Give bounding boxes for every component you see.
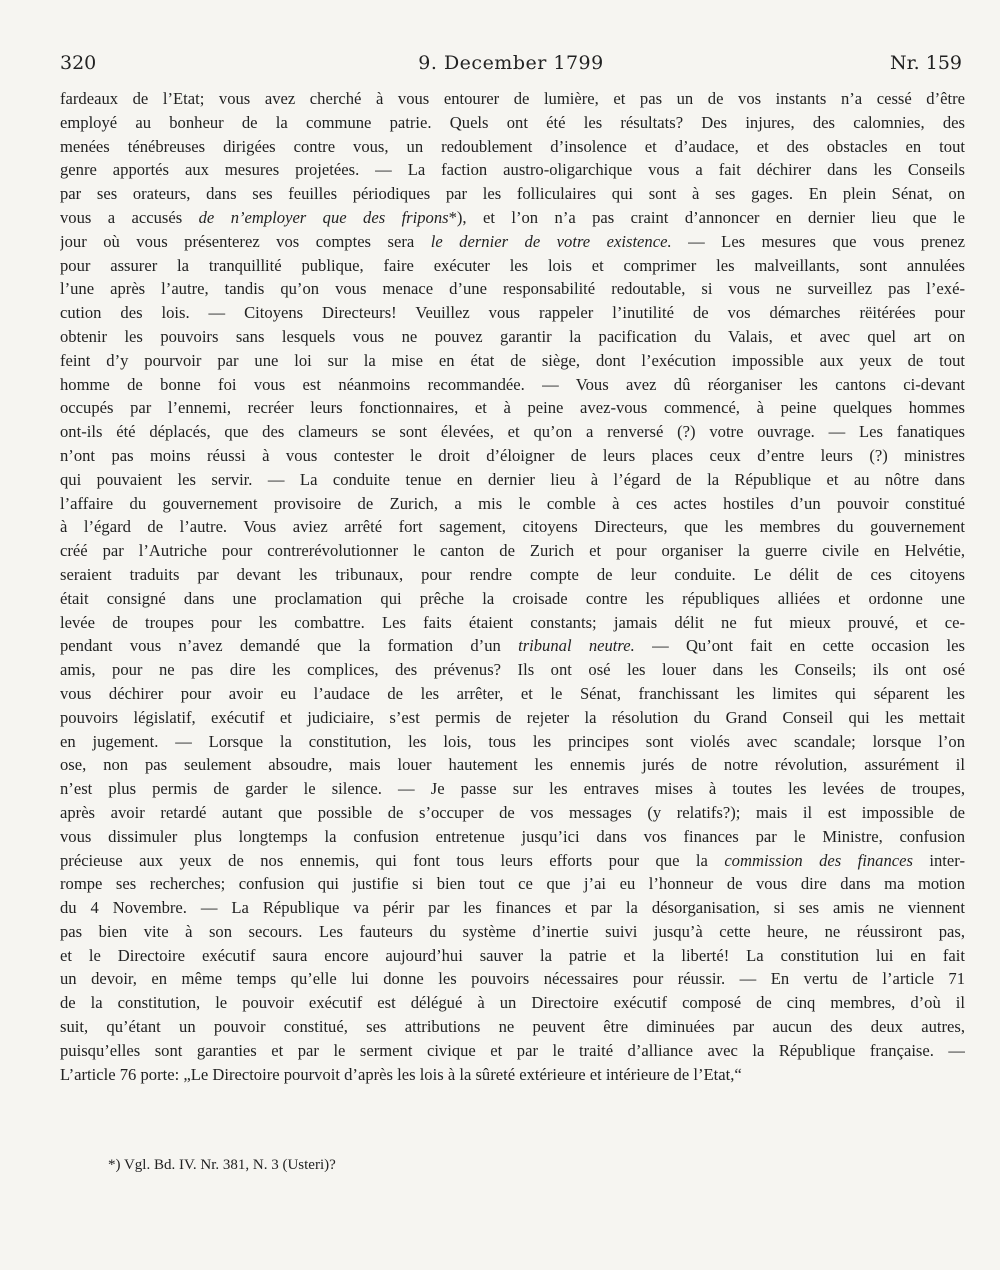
text-line: fardeaux de l’Etat; vous avez cherché à vous entourer de lumière, et pas un de vos instants n’a cessé d’être bbox=[60, 89, 965, 108]
text-line: précieuse aux yeux de nos ennemis, qui font tous leurs efforts pour que la commission des finances inter- bbox=[60, 850, 965, 870]
text-line: n’ont pas moins réussi à vous contester le droit d’éloigner de leurs places ceux d’entre leurs (?) ministres bbox=[60, 445, 965, 465]
text-line: cution des lois. — Citoyens Directeurs! Veuillez vous rappeler l’inutilité de vos démarches rëitérées pour bbox=[60, 303, 965, 323]
text-line: qui pouvaient les servir. — La conduite tenue en dernier lieu à l’égard de la République et au nôtre dans bbox=[60, 469, 965, 489]
italic-phrase: commission des finances bbox=[724, 850, 913, 870]
text-line: obtenir les pouvoirs sans lesquels vous ne pouvez garantir la pacification du Valais, et avec quel art on bbox=[60, 326, 965, 346]
italic-phrase: tribunal neutre. bbox=[518, 636, 635, 656]
text-line: puisqu’elles sont garanties et par le serment civique et par le traité d’alliance avec la République française. — bbox=[60, 1040, 965, 1060]
text-line: l’une après l’autre, tandis qu’on vous menace d’une responsabilité redoutable, si vous ne surveillez pas l’exé- bbox=[60, 279, 965, 299]
text-line: jour où vous présenterez vos comptes sera le dernier de votre existence. — Les mesures que vous prenez bbox=[60, 231, 965, 251]
body-text bbox=[60, 87, 965, 1086]
text-line: occupés par l’ennemi, recréer leurs fonctionnaires, et à peine avez-vous commencé, à peine quelques hommes bbox=[60, 398, 965, 418]
text-line: levée de troupes pour les combattre. Les faits étaient constants; jamais délit ne fut mieux prouvé, et ce- bbox=[60, 612, 965, 632]
footnote: *) Vgl. Bd. IV. Nr. 381, N. 3 (Usteri)? bbox=[108, 1157, 336, 1173]
document-number: Nr. 159 bbox=[890, 52, 962, 74]
text-line: seraient traduits par devant les tribunaux, pour rendre compte de leur conduite. Le délit de ces citoyens bbox=[60, 564, 965, 584]
text-line: vous a accusés de n’employer que des fripons*), et l’on n’a pas craint d’annoncer en dernier lieu que le bbox=[60, 207, 965, 227]
text-line: du 4 Novembre. — La République va périr par les finances et par la désorganisation, si ses amis ne viennent bbox=[60, 898, 965, 918]
text-line: à l’égard de l’autre. Vous aviez arrêté fort sagement, citoyens Directeurs, que les membres du gouvernement bbox=[60, 517, 965, 537]
text-line: amis, pour ne pas dire les complices, des prévenus? Ils ont osé les louer dans les Conseils; ils ont osé bbox=[60, 660, 965, 680]
text-line: homme de bonne foi vous est néanmoins recommandée. — Vous avez dû réorganiser les cantons ci-devant bbox=[60, 374, 965, 394]
text-line: pendant vous n’avez demandé que la formation d’un tribunal neutre. — Qu’ont fait en cette occasion les bbox=[60, 636, 965, 656]
text-line: rompe ses recherches; confusion qui justifie si bien tout ce que j’ai eu l’honneur de vous dire dans ma motion bbox=[60, 874, 965, 894]
text-line: un devoir, en même temps qu’elle lui donne les pouvoirs nécessaires pour réussir. — En vertu de l’article 71 bbox=[60, 969, 965, 989]
text-line: employé au bonheur de la commune patrie. Quels ont été les résultats? Des injures, des calomnies, des bbox=[60, 112, 965, 132]
text-line: vous dissimuler plus longtemps la confusion entretenue jusqu’ici dans vos finances par le Ministre, confusion bbox=[60, 826, 965, 846]
text-line: créé par l’Autriche pour contrerévolutionner le canton de Zurich et pour organiser la guerre civile en Helvétie, bbox=[60, 541, 965, 561]
text-line: feint d’y pourvoir par une loi sur la mise en état de siège, dont l’exécution impossible aux yeux de tout bbox=[60, 350, 965, 370]
text-line: l’affaire du gouvernement provisoire de Zurich, a mis le comble à ces actes hostiles d’un pouvoir constitué bbox=[60, 493, 965, 513]
page-number: 320 bbox=[60, 52, 97, 74]
text-line: L’article 76 porte: „Le Directoire pourvoit d’après les lois à la sûreté extérieure et intérieure de l’Etat,“ bbox=[60, 1064, 742, 1084]
page-header bbox=[60, 52, 962, 82]
text-line: de la constitution, le pouvoir exécutif est délégué à un Directoire exécutif composé de cinq membres, d’où il bbox=[60, 993, 965, 1013]
text-line: ose, non pas seulement absoudre, mais louer hautement les ennemis jurés de notre révolution, assurément il bbox=[60, 755, 965, 775]
text-line: et le Directoire exécutif saura encore aujourd’hui sauver la patrie et la liberté! La constitution lui en fait bbox=[60, 945, 965, 965]
text-line: pas bien vite à son secours. Les fauteurs du système d’inertie suivi jusqu’à cette heure, ne réussiront pas, bbox=[60, 921, 965, 941]
italic-phrase: le dernier de votre existence. bbox=[430, 231, 672, 251]
text-line: après avoir retardé autant que possible de s’occuper de vos messages (y relatifs?); mais il est impossible de bbox=[60, 802, 965, 822]
text-line: était consigné dans une proclamation qui prêche la croisade contre les républiques alliées et ordonne une bbox=[60, 588, 965, 608]
text-line: pouvoirs législatif, exécutif et judiciaire, s’est permis de rejeter la résolution du Grand Conseil qui les mettait bbox=[60, 707, 965, 727]
italic-phrase: de n’employer que des fripons bbox=[198, 207, 449, 227]
text-line: en jugement. — Lorsque la constitution, les lois, tous les principes sont violés avec scandale; lorsque l’on bbox=[60, 731, 965, 751]
text-line: menées ténébreuses dirigées contre vous, un redoublement d’insolence et d’audace, et des obstacles en tout bbox=[60, 136, 965, 156]
text-line: ont-ils été déplacés, que des clameurs se sont élevées, et qu’on a renversé (?) votre ouvrage. — Les fanatiques bbox=[60, 422, 965, 442]
text-line: par ses orateurs, dans ses feuilles périodiques par les folliculaires qui sont à ses gages. En plein Sénat, on bbox=[60, 184, 965, 204]
text-line: genre apportés aux mesures projetées. — La faction austro-oligarchique vous a fait déchirer dans les Conseils bbox=[60, 160, 965, 180]
text-line: vous déchirer pour avoir eu l’audace de les arrêter, et le Sénat, franchissant les limites qui séparent les bbox=[60, 683, 965, 703]
text-line: suit, qu’étant un pouvoir constitué, ses attributions ne peuvent être diminuées par aucun des deux autres, bbox=[60, 1017, 965, 1037]
text-line: n’est plus permis de garder le silence. — Je passe sur les entraves mises à toutes les levées de troupes, bbox=[60, 779, 965, 799]
text-line: pour assurer la tranquillité publique, faire exécuter les lois et comprimer les malveillants, sont annulées bbox=[60, 255, 965, 275]
document-date: 9. December 1799 bbox=[418, 52, 604, 74]
